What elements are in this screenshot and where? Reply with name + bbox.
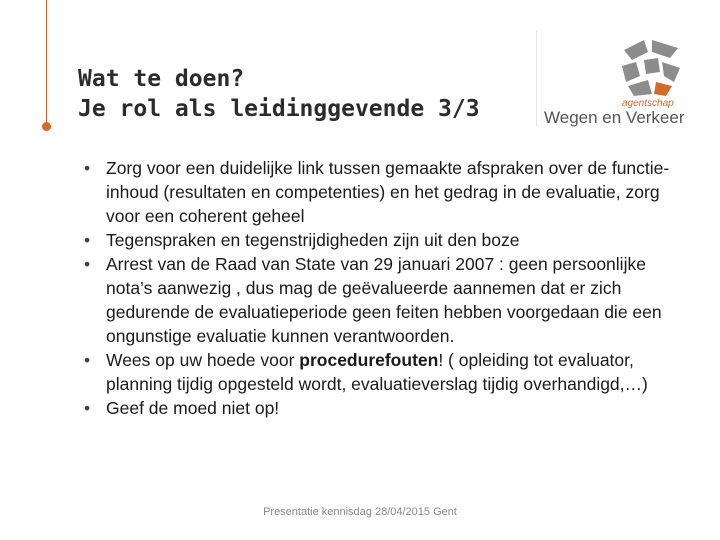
logo-divider (536, 30, 537, 126)
bullet-text: Zorg voor een duidelijke link tussen gemaakte afspraken over de functie-inhoud (resultaten en competenties) en het gedrag in de evaluatie, zorg voor een coherent geheel (106, 158, 670, 226)
bullet-item (84, 156, 684, 228)
bullet-text: Arrest van de Raad van State van 29 januari 2007 : geen persoonlijke nota’s aanwezig , dus mag de geëvalueerde aannemen dat er zich gedurende de evaluatieperiode geen feiten hebben voorgedaan die een ongunstige evaluatie kunnen verantwoorden. (106, 254, 662, 346)
bullet-item (84, 252, 684, 348)
wegen-en-verkeer-logo-icon (618, 36, 682, 98)
bullet-text-after: ! ( opleiding tot evaluator, planning tijdig opgesteld wordt, evaluatieverslag tijdig overhandigd,…) (106, 350, 648, 394)
title-line-2: Je rol als leidinggevende 3/3 (78, 96, 480, 122)
bullet-item (84, 228, 684, 252)
agency-logo (540, 30, 690, 134)
title-line-1: Wat te doen? (78, 66, 245, 92)
accent-dot (42, 122, 51, 131)
bullet-text: Geef de moed niet op! (106, 398, 280, 418)
bullet-item (84, 396, 684, 420)
bullet-item (84, 348, 684, 396)
bullet-text: Tegenspraken en tegenstrijdigheden zijn uit den boze (106, 230, 520, 250)
accent-line (46, 0, 47, 126)
bullet-bold-text: procedurefouten (299, 350, 439, 370)
bullet-text: Wees op uw hoede voor (106, 350, 300, 370)
logo-name-text: Wegen en Verkeer (544, 108, 685, 127)
bullet-list (84, 156, 684, 420)
slide-footer: Presentatie kennisdag 28/04/2015 Gent (263, 506, 457, 518)
slide-title (78, 64, 528, 124)
logo-agentschap-text: agentschap (622, 98, 674, 109)
